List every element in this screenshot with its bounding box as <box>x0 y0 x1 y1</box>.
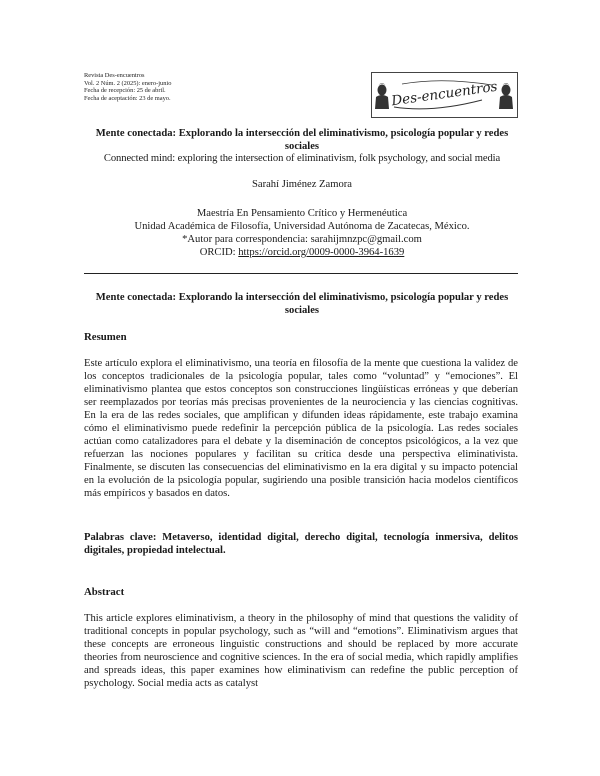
affiliation-program: Maestría En Pensamiento Crítico y Hermenéutica <box>196 208 408 219</box>
author-name: Sarahí Jiménez Zamora <box>251 179 352 190</box>
orcid-line <box>84 247 520 260</box>
section-divider <box>84 273 518 274</box>
resumen-heading: Resumen <box>84 331 127 343</box>
received-date: Fecha de recepción: 25 de abril. <box>84 87 166 95</box>
keywords: Palabras clave: Metaverso, identidad digital, derecho digital, tecnología inmersiva, delitos digitales, propiedad intelectual. <box>84 532 518 556</box>
logo-text: Des-encuentros <box>390 78 499 110</box>
journal-logo <box>371 72 518 118</box>
orcid-link[interactable]: https://orcid.org/0009-0000-3964-1639 <box>238 247 405 258</box>
correspondence-email: *Autor para correspondencia: sarahijmnzpc@gmail.com <box>182 234 422 245</box>
article-title-en: Connected mind: exploring the intersection of eliminativism, folk psychology, and social media <box>103 153 501 164</box>
affiliation-unit: Unidad Académica de Filosofía, Universidad Autónoma de Zacatecas, México. <box>134 221 470 232</box>
body-title: Mente conectada: Explorando la intersección del eliminativismo, psicología popular y redes sociales <box>95 292 509 316</box>
article-title-es: Mente conectada: Explorando la intersección del eliminativismo, psicología popular y redes sociales <box>95 128 509 152</box>
accepted-date: Fecha de aceptación: 23 de mayo. <box>84 94 171 102</box>
orcid-label: ORCID: <box>199 247 236 258</box>
journal-info <box>84 72 171 102</box>
abstract-heading: Abstract <box>84 586 125 598</box>
journal-volume: Vol. 2 Núm. 2 (2025): enero-junio <box>84 79 172 87</box>
resumen-text: Este artículo explora el eliminativismo, una teoría en filosofía de la mente que cuestiona la validez de los conceptos tradicionales de la psicología popular, tales como “voluntad” y “emociones”. El eliminativismo plantea que estos conceptos son construcciones lingüísticas erróneas y que deberían ser reemplazados por teorías más precisas provenientes de la neurociencia y las ciencias cognitivas. En la era de las redes sociales, que amplifican y difunden ideas rápidamente, este trabajo examina cómo el eliminativismo puede redefinir la percepción pública de la psicología. Las redes sociales actúan como catalizadores para el debate y la diseminación de conceptos psicológicos, a la vez que refuerzan las nociones populares y facilitan su crítica desde una perspectiva eliminativista. Finalmente, se discuten las consecuencias del eliminativismo en la era digital y su impacto potencial en la evolución de la psicología popular, sugiriendo una posible transición hacia modelos científicos más empíricos y basados en datos. <box>84 358 518 499</box>
abstract-text: This article explores eliminativism, a theory in the philosophy of mind that questions the validity of traditional concepts in popular psychology, such as “will and “emotions”. Eliminativism argues that these concepts are erroneous linguistic constructions and should be replaced by more accurate theories from neuroscience and cognitive sciences. In the era of social media, which rapidly amplifies and spreads ideas, this paper examines how eliminativism can redefine the public perception of psychology. Social media acts as catalyst <box>84 613 518 689</box>
journal-name: Revista Des-encuentros <box>84 72 145 79</box>
